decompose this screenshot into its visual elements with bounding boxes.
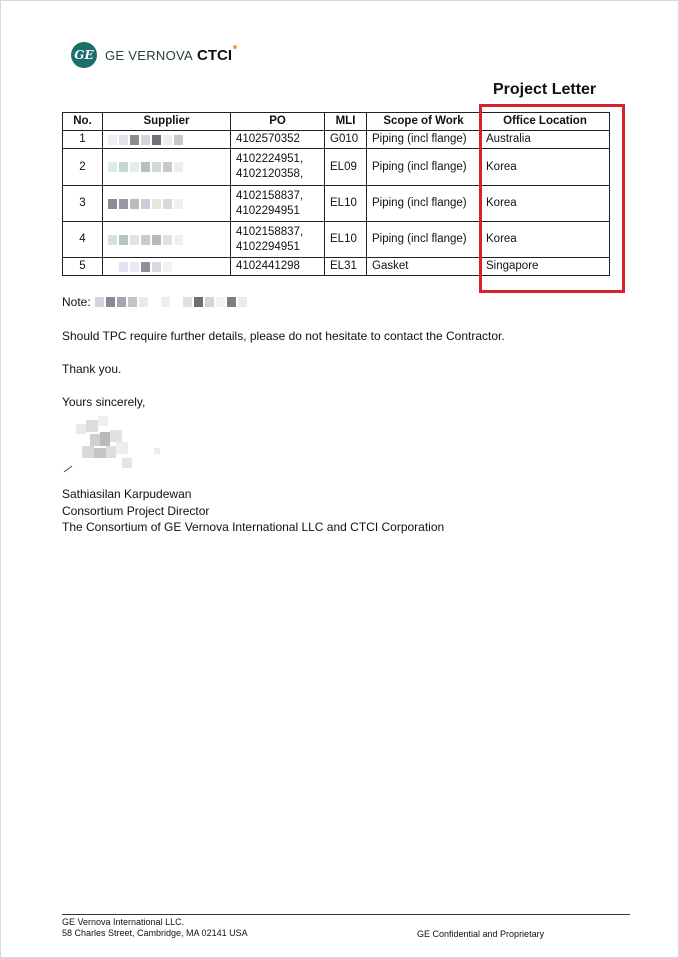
office-location-highlight (479, 104, 625, 293)
signatory-name: Sathiasilan Karpudewan (62, 487, 192, 501)
footer-classification: GE Confidential and Proprietary (417, 929, 545, 939)
cell-office-location: Singapore (481, 258, 610, 276)
cell-supplier-redacted (103, 258, 231, 276)
cell-mli: EL31 (325, 258, 367, 276)
document-title: Project Letter (493, 81, 597, 98)
header-scope: Scope of Work (367, 113, 481, 131)
note-redacted (95, 297, 247, 307)
cell-po: 4102441298 (231, 258, 325, 276)
paragraph-thank-you: Thank you. (62, 362, 122, 376)
signatory-organization: The Consortium of GE Vernova International LLC and CTCI Corporation (62, 520, 445, 534)
cell-no: 2 (63, 149, 103, 186)
cell-po: 4102570352 (231, 131, 325, 149)
cell-scope: Piping (incl flange) (367, 149, 481, 186)
cell-scope: Piping (incl flange) (367, 186, 481, 222)
signatory-role: Consortium Project Director (62, 503, 210, 518)
ge-vernova-wordmark: GE VERNOVA (105, 47, 194, 63)
cell-no: 3 (63, 186, 103, 222)
cell-scope: Piping (incl flange) (367, 222, 481, 258)
cell-supplier-redacted (103, 222, 231, 258)
cell-mli: EL10 (325, 222, 367, 258)
cell-mli: G010 (325, 131, 367, 149)
company-logo (71, 42, 232, 68)
cell-po: 4102158837, 4102294951 (231, 186, 325, 222)
header-po: PO (231, 113, 325, 131)
header-office-location: Office Location (481, 113, 610, 131)
paragraph-further-details: Should TPC require further details, please do not hesitate to contact the Contractor. (62, 329, 505, 343)
ge-monogram-icon: GE (71, 42, 97, 68)
header-supplier: Supplier (103, 113, 231, 131)
cell-office-location: Australia (481, 131, 610, 149)
cell-office-location: Korea (481, 222, 610, 258)
footer-street: 58 Charles Street, Cambridge, MA 02141 USA (62, 928, 248, 938)
cell-supplier-redacted (103, 186, 231, 222)
cell-mli: EL09 (325, 149, 367, 186)
footer-divider (62, 914, 630, 915)
ctci-dot-icon (233, 45, 237, 49)
cell-no: 1 (63, 131, 103, 149)
cell-supplier-redacted (103, 149, 231, 186)
header-no: No. (63, 113, 103, 131)
cell-no: 4 (63, 222, 103, 258)
cell-mli: EL10 (325, 186, 367, 222)
signature-redacted (62, 412, 172, 474)
cell-po: 4102224951, 4102120358, (231, 149, 325, 186)
cell-scope: Piping (incl flange) (367, 131, 481, 149)
cell-scope: Gasket (367, 258, 481, 276)
cell-no: 5 (63, 258, 103, 276)
footer-address (62, 917, 248, 939)
cell-office-location: Korea (481, 186, 610, 222)
note-label: Note: (62, 295, 91, 309)
header-mli: MLI (325, 113, 367, 131)
cell-po: 4102158837, 4102294951 (231, 222, 325, 258)
footer-company: GE Vernova International LLC. (62, 917, 185, 927)
signature-block (62, 486, 444, 536)
ctci-wordmark: CTCI (197, 47, 232, 64)
cell-office-location: Korea (481, 149, 610, 186)
cell-supplier-redacted (103, 131, 231, 149)
note-line (62, 295, 247, 309)
closing-line: Yours sincerely, (62, 395, 146, 409)
